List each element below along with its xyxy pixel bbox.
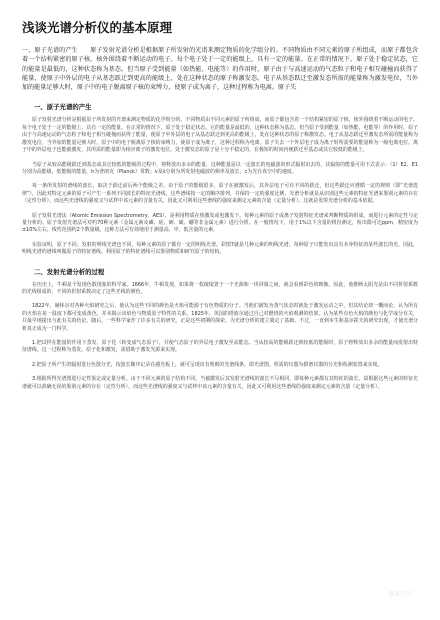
paragraph: 1822年，赫休尔对各种火焰研究之后，他认为这些不同的颜色是火焰可能源于有色物质的分子。当他们被发为蒸气状态时就处于激发运动之中，但其结论却一概而论，认为所有的火焰在某一温度下都可变成黄色，并未揭示出焰色与物质原子特性的关系。1825年，英国的塔波尔通过自己对燃烧的火焰观测的结果，认为某些有色火焰的颜色与化学成分有关，并最早地提出与此有关的结论。随后，一些科学家作了许多有关的研究。正是这些初期的探索，为光谱分析的建立奠定了基础。不过，一直到本生和基尔霍夫的研究出现，才使光谱分析真正成为一门科学。 [22, 303, 418, 332]
paragraph: 2.把原子所产生的辐射进行色散分光，按波长顺序记录在感光板上，就可呈现出有规则的光谱线条，即光谱图。所需的仪器为摄谱仪器的分光和检测装置来实现。 [32, 361, 383, 368]
paragraph: 1.把试样在能量的作用下蒸发、原子化（转变成气态原子），并使气态原子的外层电子激发至高能态。当从较高的能级跃迁到较低的能级时，原子将释放出多余的能量而发射出特征谱线。这一过程称为蒸发、原子化和激发，需借助于激发光源来实现。 [22, 340, 418, 354]
watermark: 道客巴巴 [387, 591, 412, 598]
paragraph: 实验证明，原子不同，发射的明线光谱也不同，每种元素的原子都有一定的明线光谱。彩图7就是几种元素的明线光谱。每种原子只能发出具有本身特征的某些波长的光，因此，明线光谱的谱线叫做原子的特征谱线。利用原子的特征谱线可以鉴别物质和研究原子的结构。 [22, 241, 418, 256]
section-heading-1: 一、原子光谱的产生 [34, 103, 92, 112]
document-title: 浅谈光谱分析仪的基本原理 [22, 20, 173, 35]
paragraph: 在历史上，牛顿是个发现色散现象的科学家。1666年，牛顿发现，如果将一枚棱镜置于一个光源和一块屏幕之间，就会看到彩色的映像。因此，他推断太阳光是由不同折射系数的光线组成的，不同的折射系数决定了这些光线的颜色。 [22, 281, 418, 295]
paragraph: 当原子从较高能级跃迁到基态或其它较低的能级的过程中，将释放出多余的能量，这种能量是以一定波长的电磁波的形式辐射出去的，其辐射的能量可用下式表示：（1）E2、E1分别为高能级、低能级的能量，h为普朗克（Planck）常数；v及λ分别为所发射电磁波的频率及波长，c为光在真空中的速度。 [22, 161, 418, 175]
paragraph: 每一条所发射的谱线的波长，取决于跃迁前后两个能级之差。由于原子的能级很多，原子在被激发后，其外层电子可有不同的跃迁，但这些跃迁应遵循一定的规则（即“光谱选律”），因此对特定元素的原子可产生一系列不同波长的特征光谱线，这些谱线按一定的顺序排列，并保持一定的强度比例。光谱分析就是从识别这些元素的特征光谱来鉴别元素的存在（定性分析），而这些光谱线的强度又与试样中该元素的含量有关，因此又可利用这些谱线的强度来测定元素的含量（定量分析）。这就是发射光谱分析的基本依据。 [22, 183, 418, 205]
paragraph: 原子发射光谱分析是根据原子所发射的光谱来测定物质的化学组分的。不同物质由不同元素的原子所组成，而原子都包含着一个结构紧密的原子核，核外围绕着不断运动的电子。每个电子处于一定的能级上，具有一定的能量。在正常的情况下，原子处于稳定状态，它的能量是最低的，这种状态称为基态。但当原子受到能量（如热能、电能等）的作用时，原子由于与高速运动的气态粒子和电子相互碰撞而获得了能量，使原子中外层的电子从基态跃迁到更高的能级上，处在这种状态的原子称激发态。电子从基态跃迁至激发态所需的能量称为激发电位，当外加的能量足够大时，原子中的电子脱离原子核的束缚力，使原子成为离子，这种过程称为电离。原子失去一个外层电子成为离子时所需要的能量称为一级电离电位。离子中的外层电子也能被激发，其所需的能量即为相应离子的激发电位。处于激发态的原子是十分不稳定的，在极短的时间内便跃迁至基态或其它较低的能级上。 [22, 117, 418, 154]
paragraph: 3.根据所得光谱图进行定性鉴定或定量分析。由于不同元素的原子结构不同，当被激发后其发射光谱线的波长不尽相同，即每种元素都有其特征的波长，故根据这些元素的特征光谱就可以准确无误的鉴别元素的存在（定性分析），而这些光谱线的强度又与试样中该元素的含量有关，因此又可利用这些谱线的强度来测定元素的含量（定量分析）。 [22, 376, 418, 390]
section-heading-2: 二、发射光谱分析的过程 [34, 267, 105, 276]
paragraph: 原子发射光谱法（Atomic Emission Spectrometry，AES），是利用物质在热激发或电激发下，每种元素的原子或离子发射特征光谱来判断物质的组成，而进行元素的定性与定量分析的。原子发射光谱法可对约70种元素（金属元素及磷、硅、砷、碳、硼等非金属元素）进行分析。在一般情况下，用于1%以下含量的组份测定，检出限可达ppm，精密度为±10%左右，线性范围约2个数量级。这种方法可有效地用于测量高、中、低含量的元素。 [22, 212, 418, 234]
intro-paragraph: 一、原子光谱的产生 原子发射光谱分析是根据原子所发射的光谱来测定物质的化学组分的。不同物质由不同元素的原子所组成，而原子都包含着一个结构紧密的原子核，核外围绕着不断运动的电子。每个电子处于一定的能级上，具有一定的能量。在正常的情况下，原子处于稳定状态，它的能量是最低的，这种状态称为基态。但当原子受到能量（如热能、电能等）的作用时，原子由于与高速运动的气态粒子和电子相互碰撞而获得了能量，使原子中外层的电子从基态跃迁到更高的能级上，处在这种状态的原子称激发态。电子从基态跃迁至激发态所需的能量称为激发电位，当外加的能量足够大时，原子中的电子脱离原子核的束缚力，使原子成为离子，这种过程称为电离。原子失 [22, 47, 418, 92]
